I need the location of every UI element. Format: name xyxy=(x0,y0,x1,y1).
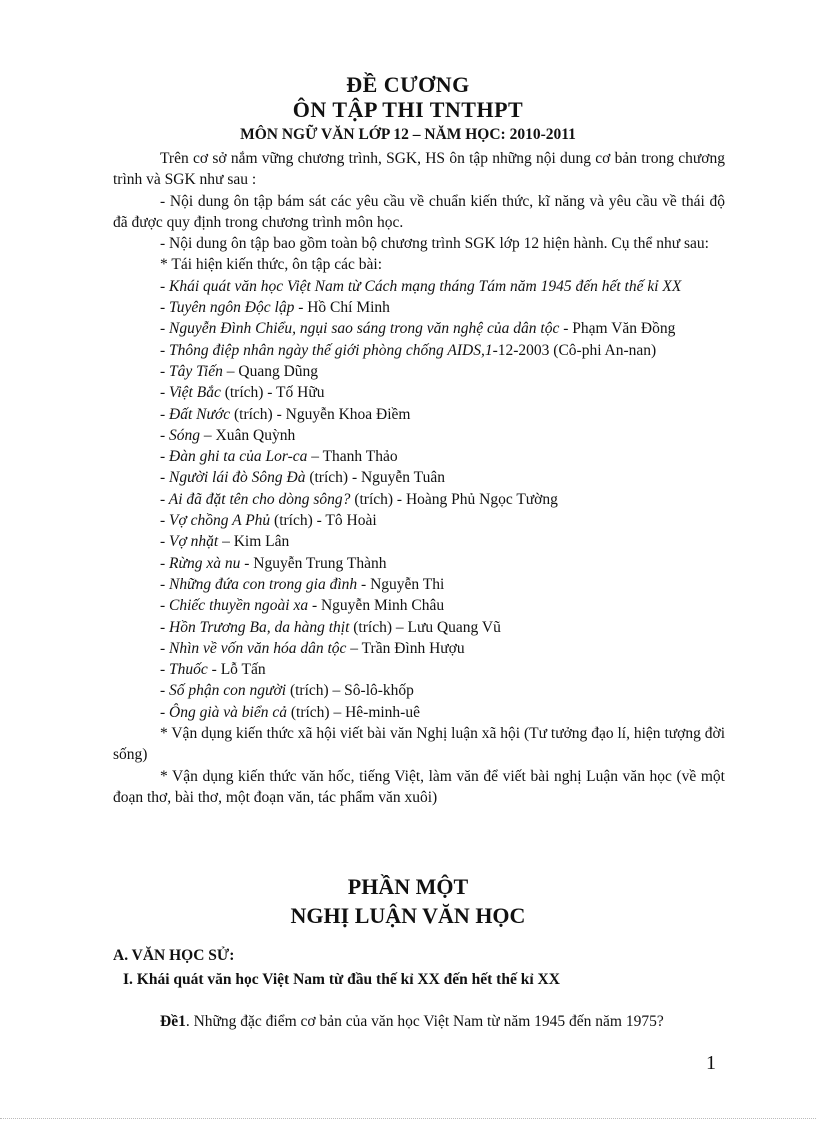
work-item xyxy=(113,595,725,616)
work-title: - Thuốc xyxy=(160,661,208,679)
intro-paragraph-4: * Tái hiện kiến thức, ôn tập các bài: xyxy=(160,256,383,274)
work-title: - Ông già và biển cả xyxy=(160,703,287,721)
intro-paragraph-2: - Nội dung ôn tập bám sát các yêu cầu về chuẩn kiến thức, kĩ năng và yêu cầu về thái độ đã được quy định trong chương trình môn học. xyxy=(113,192,725,231)
work-author: (trích) - Hoàng Phủ Ngọc Tường xyxy=(350,490,558,508)
work-author: (trích) - Nguyễn Tuân xyxy=(305,469,445,487)
work-author: (trích) - Tố Hữu xyxy=(220,384,325,402)
work-author: -12-2003 (Cô-phi An-nan) xyxy=(492,341,657,359)
question-text: . Những đặc điểm cơ bản của văn học Việt Nam từ năm 1945 đến năm 1975? xyxy=(185,1012,664,1030)
work-title: - Vợ chồng A Phủ xyxy=(160,512,271,530)
work-item xyxy=(113,510,725,531)
question-paragraph xyxy=(113,1011,725,1032)
work-item xyxy=(113,318,725,339)
work-item xyxy=(113,276,725,297)
work-author: – Kim Lân xyxy=(218,533,290,551)
work-author: - Lỗ Tấn xyxy=(207,661,266,679)
work-author: – Thanh Thảo xyxy=(307,448,398,466)
work-title: - Tuyên ngôn Độc lập xyxy=(160,299,295,317)
work-author: - Nguyễn Minh Châu xyxy=(308,597,445,615)
work-author: (trích) – Hê-minh-uê xyxy=(286,703,420,721)
work-title: - Thông điệp nhân ngày thế giới phòng chống AIDS,1 xyxy=(160,341,493,359)
work-item xyxy=(113,617,725,638)
work-author: - Nguyễn Thi xyxy=(357,575,445,593)
page-number: 1 xyxy=(706,1052,716,1074)
work-author: (trích) – Lưu Quang Vũ xyxy=(349,618,501,636)
work-title: - Người lái đò Sông Đà xyxy=(160,469,306,487)
skill-paragraph-2: * Vận dụng kiến thức văn hốc, tiếng Việt, làm văn để viết bài nghị Luận văn học (về một đoạn thơ, bài thơ, một đoạn văn, tác phẩm văn xuôi) xyxy=(113,767,725,806)
work-title: - Việt Bắc xyxy=(160,384,221,402)
work-title: - Rừng xà nu xyxy=(160,554,241,572)
work-item xyxy=(113,446,725,467)
document-title-line2: ÔN TẬP THI TNTHPT xyxy=(292,97,524,122)
work-title: - Những đứa con trong gia đình xyxy=(160,575,358,593)
work-item xyxy=(113,531,725,552)
work-item xyxy=(113,680,725,701)
page-bottom-divider xyxy=(0,1118,816,1119)
work-item xyxy=(113,340,725,361)
work-item xyxy=(113,425,725,446)
work-title: - Đất Nước xyxy=(160,405,231,423)
work-item xyxy=(113,404,725,425)
work-title: - Ai đã đặt tên cho dòng sông? xyxy=(160,490,351,508)
work-item xyxy=(113,361,725,382)
document-subtitle: MÔN NGỮ VĂN LỚP 12 – NĂM HỌC: 2010-2011 xyxy=(240,126,576,143)
section-subheading: I. Khái quát văn học Việt Nam từ đầu thế kỉ XX đến hết thế kỉ XX xyxy=(123,971,560,988)
work-author: (trích) - Tô Hoài xyxy=(270,512,377,530)
question-label: Đề1 xyxy=(160,1012,186,1030)
work-author: – Quang Dũng xyxy=(222,362,319,380)
work-title: - Sóng xyxy=(160,426,201,444)
intro-paragraph-3: - Nội dung ôn tập bao gồm toàn bộ chương trình SGK lớp 12 hiện hành. Cụ thể như sau: xyxy=(160,235,709,253)
work-item xyxy=(113,297,725,318)
work-author: (trích) - Nguyễn Khoa Điềm xyxy=(230,405,411,423)
work-title: - Nhìn về vốn văn hóa dân tộc xyxy=(160,639,347,657)
work-author: – Trần Đình Hượu xyxy=(346,639,465,657)
work-title: - Khái quát văn học Việt Nam từ Cách mạng tháng Tám năm 1945 đến hết thế kỉ XX xyxy=(160,277,682,295)
work-title: - Vợ nhặt xyxy=(160,533,219,551)
work-author: - Nguyễn Trung Thành xyxy=(240,554,387,572)
intro-paragraph-1: Trên cơ sở nắm vững chương trình, SGK, HS ôn tập những nội dung cơ bản trong chương trình và SGK như sau : xyxy=(113,150,725,189)
work-item xyxy=(113,659,725,680)
work-item xyxy=(113,553,725,574)
document-body xyxy=(113,148,725,808)
work-author: - Hồ Chí Minh xyxy=(294,299,390,317)
work-title: - Hồn Trương Ba, da hàng thịt xyxy=(160,618,350,636)
work-title: - Nguyễn Đình Chiểu, ngụi sao sáng trong văn nghệ của dân tộc xyxy=(160,320,560,338)
work-item xyxy=(113,574,725,595)
work-item xyxy=(113,382,725,403)
document-title-line1: ĐỀ CƯƠNG xyxy=(346,72,470,97)
work-item xyxy=(113,702,725,723)
work-author: (trích) – Sô-lô-khốp xyxy=(286,682,414,700)
works-list xyxy=(113,276,725,723)
work-author: – Xuân Quỳnh xyxy=(200,426,296,444)
work-item xyxy=(113,467,725,488)
work-item xyxy=(113,638,725,659)
part-heading-line1: PHẦN MỘT xyxy=(347,874,469,899)
work-title: - Tây Tiến xyxy=(160,362,223,380)
skill-paragraph-1: * Vận dụng kiến thức xã hội viết bài văn Nghị luận xã hội (Tư tưởng đạo lí, hiện tượng đời sống) xyxy=(113,725,725,764)
work-title: - Số phận con người xyxy=(160,682,287,700)
part-heading-line2: NGHỊ LUẬN VĂN HỌC xyxy=(290,903,526,928)
work-item xyxy=(113,489,725,510)
work-title: - Đàn ghi ta của Lor-ca xyxy=(160,448,308,466)
section-heading: A. VĂN HỌC SỬ: xyxy=(113,947,235,964)
work-title: - Chiếc thuyền ngoài xa xyxy=(160,597,309,615)
work-author: - Phạm Văn Đồng xyxy=(559,320,676,338)
